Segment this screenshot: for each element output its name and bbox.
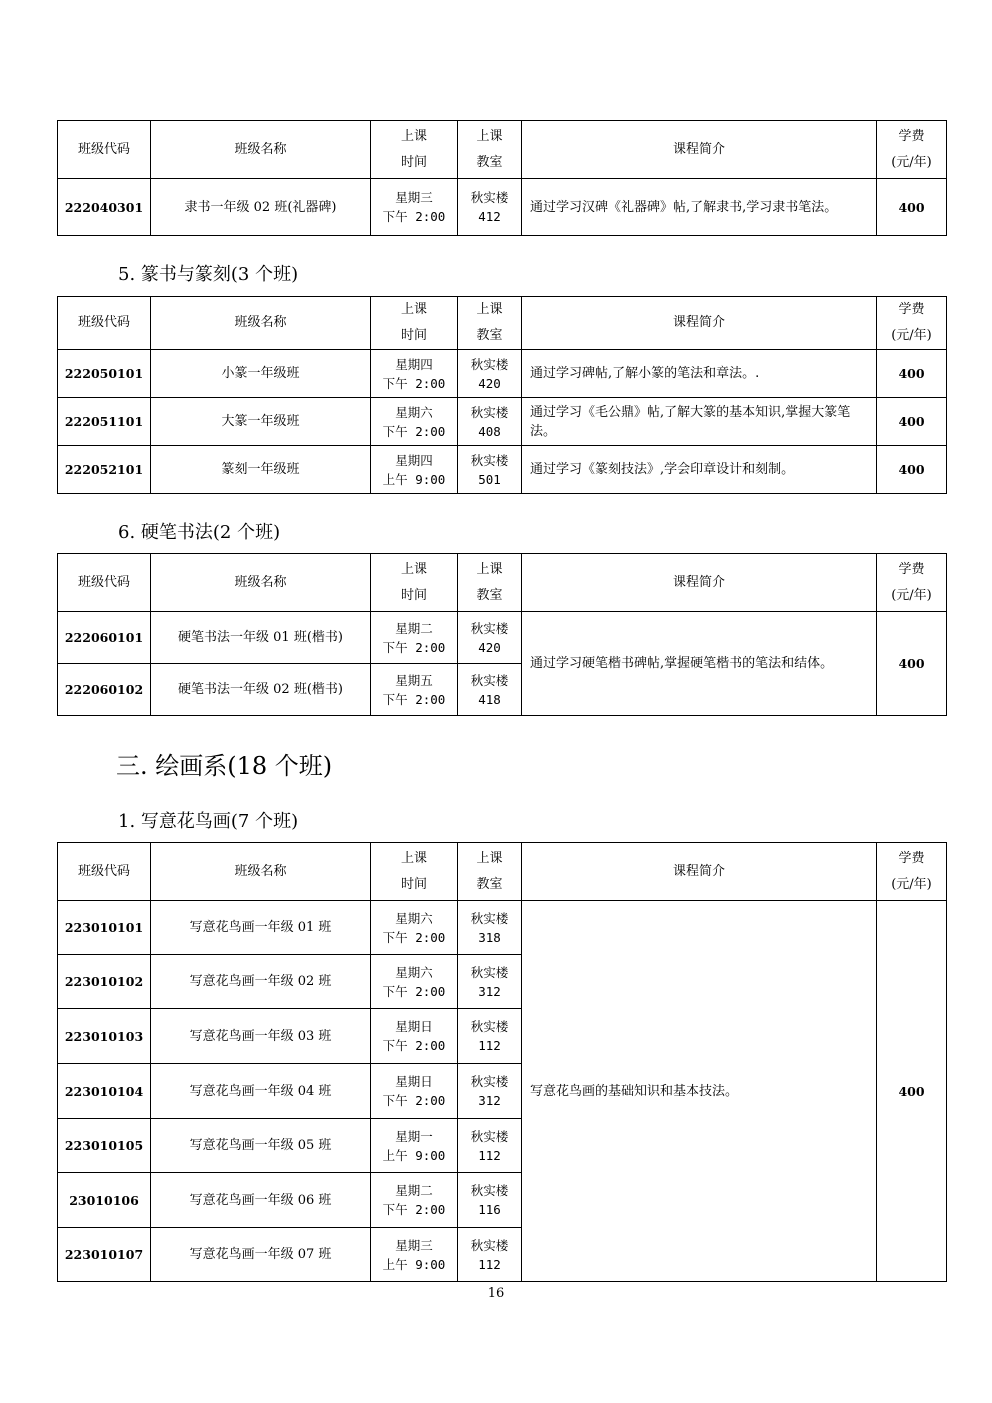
class-name: 小篆一年级班 [151, 350, 371, 398]
class-fee: 400 [877, 901, 947, 1282]
class-fee: 400 [877, 446, 947, 494]
header-time: 上课 时间 [371, 843, 458, 901]
table-xieyi-huaniao [57, 842, 947, 1282]
class-room: 秋实楼 318 [458, 901, 522, 955]
class-code: 222050101 [58, 350, 151, 398]
class-room: 秋实楼 418 [458, 664, 522, 716]
header-code: 班级代码 [58, 121, 151, 179]
class-code: 222051101 [58, 398, 151, 446]
header-name: 班级名称 [151, 843, 371, 901]
header-name: 班级名称 [151, 297, 371, 350]
section-heading: 6. 硬笔书法(2 个班) [118, 522, 281, 543]
header-fee: 学费 (元/年) [877, 554, 947, 612]
table-row [58, 179, 947, 236]
class-name: 大篆一年级班 [151, 398, 371, 446]
class-time: 星期二 下午 2:00 [371, 1173, 458, 1228]
header-desc: 课程简介 [522, 297, 877, 350]
header-time: 上课 时间 [371, 297, 458, 350]
class-name: 写意花鸟画一年级 03 班 [151, 1009, 371, 1064]
table-row [58, 398, 947, 446]
header-fee: 学费 (元/年) [877, 297, 947, 350]
class-code: 222060102 [58, 664, 151, 716]
department-heading: 三. 绘画系(18 个班) [116, 752, 333, 780]
table-header-row [58, 121, 947, 179]
table-yingbi [57, 553, 947, 716]
table-lishu [57, 120, 947, 236]
class-room: 秋实楼 116 [458, 1173, 522, 1228]
class-room: 秋实楼 412 [458, 179, 522, 236]
class-time: 星期五 下午 2:00 [371, 664, 458, 716]
header-room: 上课 教室 [458, 843, 522, 901]
class-name: 篆刻一年级班 [151, 446, 371, 494]
header-code: 班级代码 [58, 843, 151, 901]
class-time: 星期一 上午 9:00 [371, 1119, 458, 1173]
header-code: 班级代码 [58, 554, 151, 612]
class-name: 写意花鸟画一年级 06 班 [151, 1173, 371, 1228]
header-fee: 学费 (元/年) [877, 121, 947, 179]
class-name: 写意花鸟画一年级 05 班 [151, 1119, 371, 1173]
class-time: 星期二 下午 2:00 [371, 612, 458, 664]
header-name: 班级名称 [151, 121, 371, 179]
class-room: 秋实楼 420 [458, 350, 522, 398]
class-code: 222060101 [58, 612, 151, 664]
class-name: 写意花鸟画一年级 04 班 [151, 1064, 371, 1119]
header-name: 班级名称 [151, 554, 371, 612]
header-room: 上课 教室 [458, 554, 522, 612]
class-time: 星期日 下午 2:00 [371, 1009, 458, 1064]
page-number: 16 [487, 1286, 505, 1301]
class-room: 秋实楼 112 [458, 1009, 522, 1064]
header-desc: 课程简介 [522, 554, 877, 612]
header-desc: 课程简介 [522, 121, 877, 179]
class-desc: 通过学习汉碑《礼器碑》帖,了解隶书,学习隶书笔法。 [522, 179, 877, 236]
table-header-row [58, 554, 947, 612]
class-desc: 写意花鸟画的基础知识和基本技法。 [522, 901, 877, 1282]
class-room: 秋实楼 312 [458, 955, 522, 1009]
class-name: 硬笔书法一年级 02 班(楷书) [151, 664, 371, 716]
class-desc: 通过学习《毛公鼎》帖,了解大篆的基本知识,掌握大篆笔法。 [522, 398, 877, 446]
section-heading: 5. 篆书与篆刻(3 个班) [118, 264, 299, 285]
class-code: 223010101 [58, 901, 151, 955]
table-header-row [58, 843, 947, 901]
table-row [58, 612, 947, 664]
class-fee: 400 [877, 179, 947, 236]
header-time: 上课 时间 [371, 121, 458, 179]
table-row [58, 901, 947, 955]
class-code: 223010107 [58, 1228, 151, 1282]
class-name: 写意花鸟画一年级 01 班 [151, 901, 371, 955]
class-room: 秋实楼 312 [458, 1064, 522, 1119]
header-room: 上课 教室 [458, 121, 522, 179]
class-time: 星期六 下午 2:00 [371, 955, 458, 1009]
class-name: 写意花鸟画一年级 07 班 [151, 1228, 371, 1282]
table-header-row [58, 297, 947, 350]
class-name: 隶书一年级 02 班(礼器碑) [151, 179, 371, 236]
class-room: 秋实楼 420 [458, 612, 522, 664]
header-fee: 学费 (元/年) [877, 843, 947, 901]
class-room: 秋实楼 408 [458, 398, 522, 446]
class-room: 秋实楼 112 [458, 1228, 522, 1282]
table-row [58, 350, 947, 398]
header-desc: 课程简介 [522, 843, 877, 901]
class-code: 23010106 [58, 1173, 151, 1228]
class-name: 硬笔书法一年级 01 班(楷书) [151, 612, 371, 664]
header-code: 班级代码 [58, 297, 151, 350]
class-time: 星期六 下午 2:00 [371, 398, 458, 446]
class-room: 秋实楼 112 [458, 1119, 522, 1173]
class-time: 星期四 下午 2:00 [371, 350, 458, 398]
class-code: 223010103 [58, 1009, 151, 1064]
section-heading: 1. 写意花鸟画(7 个班) [118, 811, 299, 832]
class-fee: 400 [877, 398, 947, 446]
class-code: 223010102 [58, 955, 151, 1009]
table-zhuanshu [57, 296, 947, 494]
header-time: 上课 时间 [371, 554, 458, 612]
class-desc: 通过学习碑帖,了解小篆的笔法和章法。. [522, 350, 877, 398]
class-code: 222052101 [58, 446, 151, 494]
class-desc: 通过学习《篆刻技法》,学会印章设计和刻制。 [522, 446, 877, 494]
table-row [58, 446, 947, 494]
class-fee: 400 [877, 350, 947, 398]
class-code: 223010104 [58, 1064, 151, 1119]
class-time: 星期三 上午 9:00 [371, 1228, 458, 1282]
class-time: 星期日 下午 2:00 [371, 1064, 458, 1119]
class-desc: 通过学习硬笔楷书碑帖,掌握硬笔楷书的笔法和结体。 [522, 612, 877, 716]
header-room: 上课 教室 [458, 297, 522, 350]
class-time: 星期三 下午 2:00 [371, 179, 458, 236]
class-code: 222040301 [58, 179, 151, 236]
class-name: 写意花鸟画一年级 02 班 [151, 955, 371, 1009]
class-fee: 400 [877, 612, 947, 716]
class-time: 星期四 上午 9:00 [371, 446, 458, 494]
class-code: 223010105 [58, 1119, 151, 1173]
class-room: 秋实楼 501 [458, 446, 522, 494]
class-time: 星期六 下午 2:00 [371, 901, 458, 955]
